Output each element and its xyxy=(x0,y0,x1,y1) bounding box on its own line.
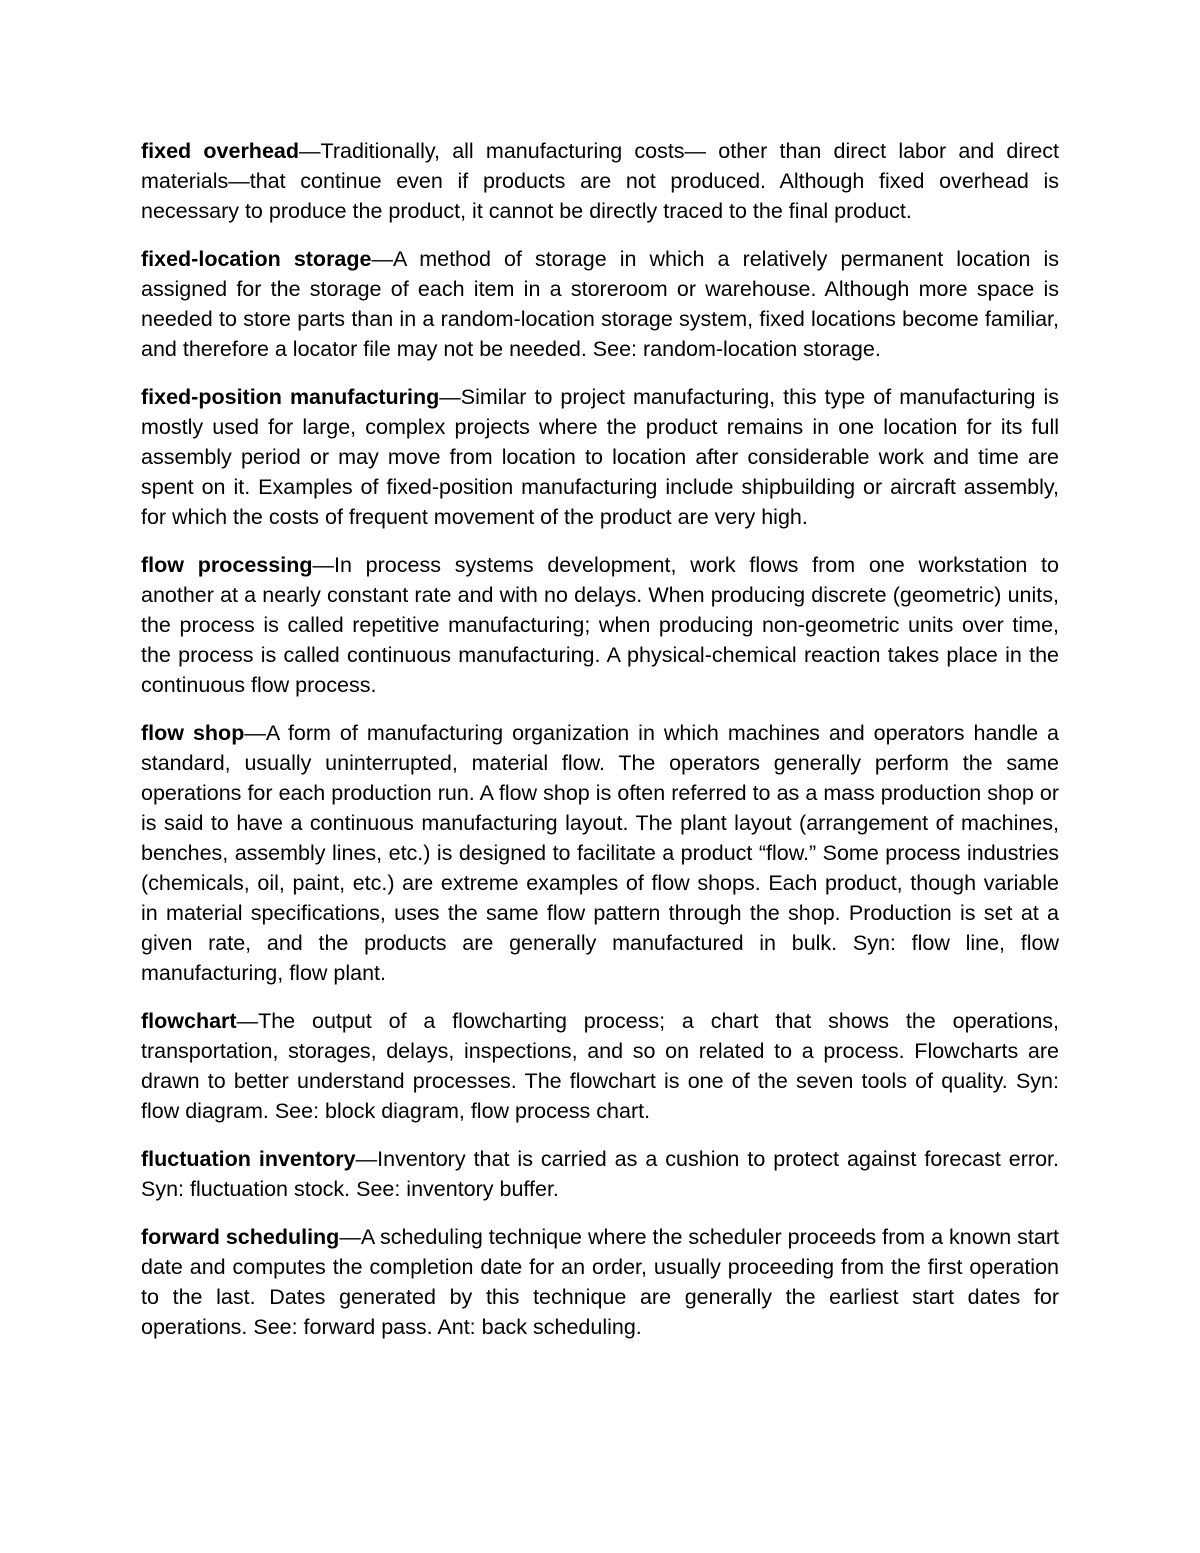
glossary-entry xyxy=(141,1222,1059,1342)
entry-term: fixed-location storage xyxy=(141,247,372,271)
entry-term: fluctuation inventory xyxy=(141,1147,356,1171)
entry-definition: —A method of storage in which a relatively permanent location is assigned for the storage of each item in a storeroom or warehouse. Although more space is needed to store parts than in a random-location storage system, fixed locations become familiar, and therefore a locator file may not be needed. See: random-location storage. xyxy=(141,247,1059,361)
entry-definition: —In process systems development, work flows from one workstation to another at a nearly constant rate and with no delays. When producing discrete (geometric) units, the process is called repetitive manufacturing; when producing non-geometric units over time, the process is called continuous manufacturing. A physical-chemical reaction takes place in the continuous flow process. xyxy=(141,553,1059,697)
glossary-entry xyxy=(141,550,1059,700)
glossary-entry xyxy=(141,1006,1059,1126)
glossary-entry xyxy=(141,718,1059,988)
glossary-entries xyxy=(141,136,1059,1342)
glossary-entry xyxy=(141,382,1059,532)
entry-term: flow shop xyxy=(141,721,245,745)
entry-definition: —Similar to project manufacturing, this type of manufacturing is mostly used for large, complex projects where the product remains in one location for its full assembly period or may move from location to location after considerable work and time are spent on it. Examples of fixed-position manufacturing include shipbuilding or aircraft assembly, for which the costs of frequent movement of the product are very high. xyxy=(141,385,1059,529)
entry-definition: —The output of a flowcharting process; a chart that shows the operations, transportation, storages, delays, inspections, and so on related to a process. Flowcharts are drawn to better understand processes. The flowchart is one of the seven tools of quality. Syn: flow diagram. See: block diagram, flow process chart. xyxy=(141,1009,1059,1123)
entry-definition: —Traditionally, all manufacturing costs— other than direct labor and direct materials—that continue even if products are not produced. Although fixed overhead is necessary to produce the product, it cannot be directly traced to the final product. xyxy=(141,139,1060,223)
glossary-entry xyxy=(141,136,1059,226)
glossary-entry xyxy=(141,1144,1059,1204)
entry-term: flowchart xyxy=(141,1009,237,1033)
entry-definition: —A scheduling technique where the scheduler proceeds from a known start date and computes the completion date for an order, usually proceeding from the first operation to the last. Dates generated by this technique are generally the earliest start dates for operations. See: forward pass. Ant: back scheduling. xyxy=(141,1225,1059,1339)
entry-term: fixed-position manufacturing xyxy=(141,385,440,409)
entry-term: forward scheduling xyxy=(141,1225,340,1249)
entry-definition: —A form of manufacturing organization in which machines and operators handle a standard, usually uninterrupted, material flow. The operators generally perform the same operations for each production run. A flow shop is often referred to as a mass production shop or is said to have a continuous manufacturing layout. The plant layout (arrangement of machines, benches, assembly lines, etc.) is designed to facilitate a product “flow.” Some process industries (chemicals, oil, paint, etc.) are extreme examples of flow shops. Each product, though variable in material specifications, uses the same flow pattern through the shop. Production is set at a given rate, and the products are generally manufactured in bulk. Syn: flow line, flow manufacturing, flow plant. xyxy=(141,721,1059,985)
entry-term: fixed overhead xyxy=(141,139,299,163)
entry-definition: —Inventory that is carried as a cushion to protect against forecast error. Syn: fluctuation stock. See: inventory buffer. xyxy=(141,1147,1059,1201)
entry-term: flow processing xyxy=(141,553,313,577)
glossary-entry xyxy=(141,244,1059,364)
